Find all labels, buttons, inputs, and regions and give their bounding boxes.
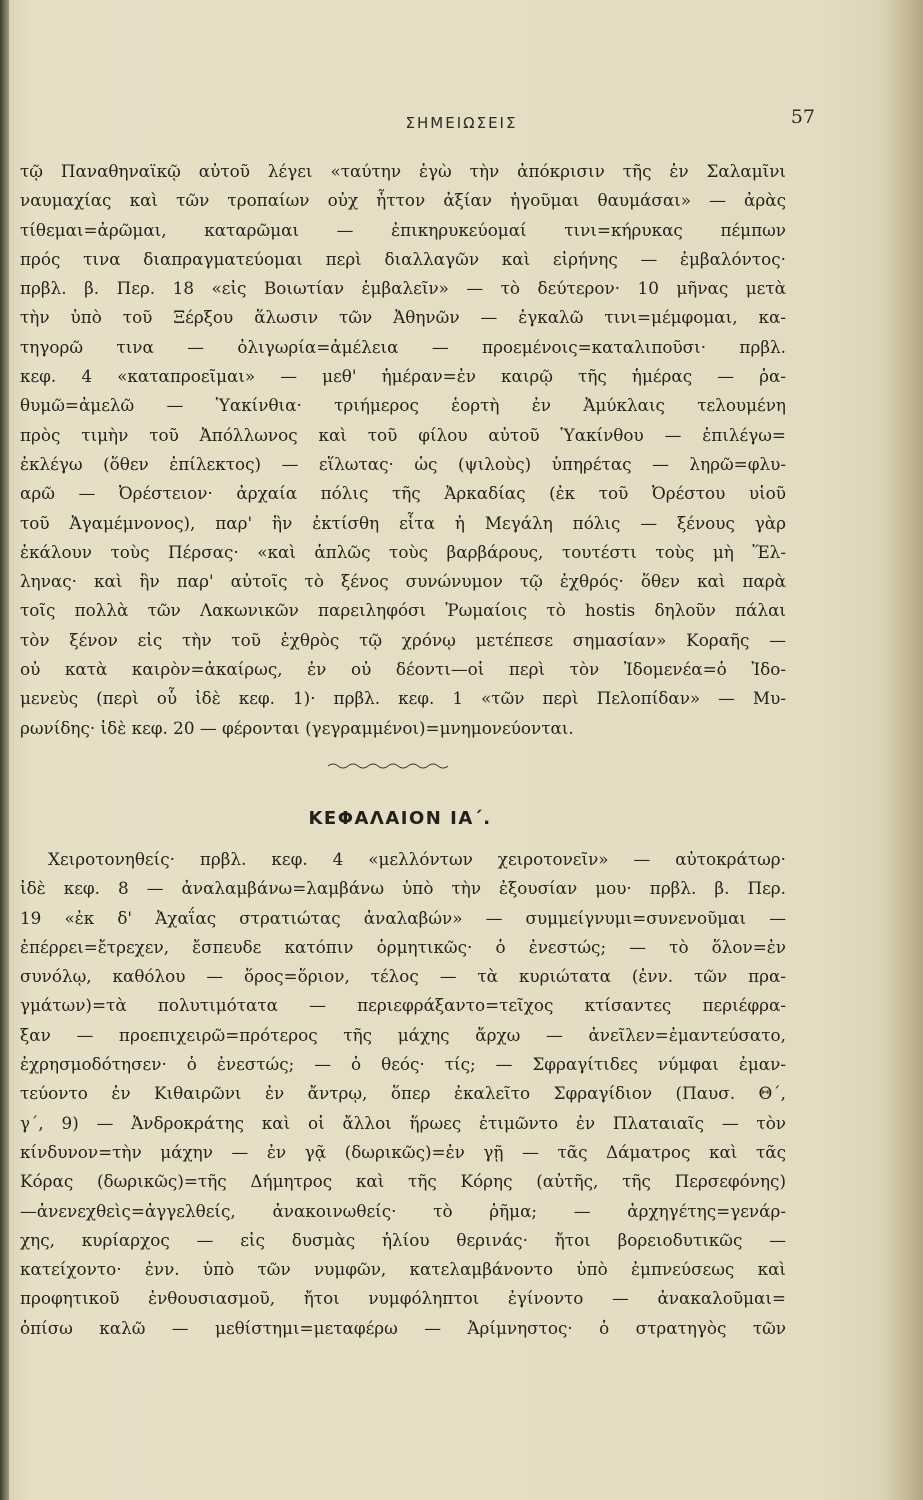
text-line: Χειροτονηθείς· πρβλ. κεφ. 4 «μελλόντων χειροτονεῖν» — αὐτοκράτωρ· xyxy=(48,849,786,869)
text-line: τοῖς πολλὰ τῶν Λακωνικῶν παρειληφόσι Ῥωμαίοις τὸ hostis δηλοῦν πάλαι xyxy=(20,600,786,621)
text-line: αρῶ — Ὀρέστειον· ἀρχαία πόλις τῆς Ἀρκαδίας (ἐκ τοῦ Ὀρέστου υἱοῦ xyxy=(20,483,786,504)
page-number: 57 xyxy=(790,106,815,128)
wavy-divider xyxy=(328,760,448,772)
text-line: —ἀνενεχθεὶς=ἀγγελθείς, ἀνακοινωθείς· τὸ ῥῆμα; — ἀρχηγέτης=γενάρ- xyxy=(20,1200,786,1221)
text-line: ἰδὲ κεφ. 8 — ἀναλαμβάνω=λαμβάνω ὑπὸ τὴν ἐξουσίαν μου· πρβλ. β. Περ. xyxy=(20,878,786,899)
text-line: ἐπέρρει=ἔτρεχεν, ἔσπευδε κατόπιν ὁρμητικῶς· ὁ ἐνεστώς; — τὸ ὅλον=ἐν xyxy=(20,936,786,957)
notes-paragraph-2 xyxy=(20,845,786,1343)
text-line: μενεὺς (περὶ οὗ ἰδὲ κεφ. 1)· πρβλ. κεφ. 1 «τῶν περὶ Πελοπίδαν» — Μυ- xyxy=(20,688,786,709)
text-line: πρβλ. β. Περ. 18 «εἰς Βοιωτίαν ἐμβαλεῖν» — τὸ δεύτερον· 10 μῆνας μετὰ xyxy=(20,278,786,299)
text-line: ρωνίδης· ἰδὲ κεφ. 20 — φέρονται (γεγραμμένοι)=μνημονεύονται. xyxy=(20,717,574,738)
text-line: 19 «ἐκ δ' Ἀχαΐας στρατιώτας ἀναλαβών» — συμμείγνυμι=συνενοῦμαι — xyxy=(20,907,786,928)
text-line: Κόρας (δωρικῶς)=τῆς Δήμητρος καὶ τῆς Κόρης (αὐτῆς, τῆς Περσεφόνης) xyxy=(20,1171,786,1192)
text-line: οὐ κατὰ καιρὸν=ἀκαίρως, ἐν οὐ δέοντι—οἱ περὶ τὸν Ἰδομενέα=ὁ Ἰδο- xyxy=(20,659,786,680)
text-line: τηγορῶ τινα — ὀλιγωρία=ἀμέλεια — προεμένοις=καταλιποῦσι· πρβλ. xyxy=(20,336,786,357)
running-head: ΣΗΜΕΙΩΣΕΙΣ xyxy=(405,114,518,132)
text-line: γ΄, 9) — Ἀνδροκράτης καὶ οἱ ἄλλοι ἥρωες ἐτιμῶντο ἐν Πλαταιαῖς — τὸν xyxy=(20,1112,786,1133)
notes-paragraph-1 xyxy=(20,157,786,743)
text-line: θυμῶ=ἀμελῶ — Ὑακίνθια· τριήμερος ἑορτὴ ἐν Ἀμύκλαις τελουμένη xyxy=(20,395,786,416)
text-line: γμάτων)=τὰ πολυτιμότατα — περιεφράξαντο=τεῖχος κτίσαντες περιέφρα- xyxy=(20,995,786,1016)
text-line: συνόλῳ, καθόλου — ὅρος=ὅριον, τέλος — τὰ κυριώτατα (ἐνν. τῶν πρα- xyxy=(20,966,786,987)
text-line: ἐκλέγω (ὅθεν ἐπίλεκτος) — εἵλωτας· ὡς (ψιλοὺς) ὑπηρέτας — ληρῶ=φλυ- xyxy=(20,453,786,474)
text-line: πρὸς τιμὴν τοῦ Ἀπόλλωνος καὶ τοῦ φίλου αὐτοῦ Ὑακίνθου — ἐπιλέγω= xyxy=(20,424,786,445)
text-line: προφητικοῦ ἐνθουσιασμοῦ, ἤτοι νυμφόληπτοι ἐγίνοντο — ἀνακαλοῦμαι= xyxy=(20,1288,786,1309)
text-line: τεύοντο ἐν Κιθαιρῶνι ἐν ἄντρῳ, ὅπερ ἐκαλεῖτο Σφραγίδιον (Παυσ. Θ΄, xyxy=(20,1083,786,1104)
text-line: κατείχοντο· ἐνν. ὑπὸ τῶν νυμφῶν, κατελαμβάνοντο ὑπὸ ἐμπνεύσεως καὶ xyxy=(20,1259,786,1280)
text-line: τὸν ξένον εἰς τὴν τοῦ ἐχθρὸς τῷ χρόνῳ μετέπεσε σημασίαν» Κοραῆς — xyxy=(20,629,786,650)
text-line: τοῦ Ἀγαμέμνονος), παρ' ἣν ἐκτίσθη εἶτα ἡ Μεγάλη πόλις — ξένους γὰρ xyxy=(20,512,786,533)
text-line: κίνδυνον=τὴν μάχην — ἐν γᾷ (δωρικῶς)=ἐν γῇ — τᾶς Δάματρος καὶ τᾶς xyxy=(20,1141,786,1162)
text-line: χης, κυρίαρχος — εἰς δυσμὰς ἡλίου θερινάς· ἤτοι βορειοδυτικῶς — xyxy=(20,1229,786,1250)
chapter-heading: ΚΕΦΑΛΑΙΟΝ ΙΑ΄. xyxy=(308,808,492,829)
text-line: τίθεμαι=ἀρῶμαι, καταρῶμαι — ἐπικηρυκεύομαί τινι=κήρυκας πέμπων xyxy=(20,219,786,240)
text-line: τὴν ὑπὸ τοῦ Ξέρξου ἅλωσιν τῶν Ἀθηνῶν — ἐγκαλῶ τινι=μέμφομαι, κα- xyxy=(20,307,786,328)
text-line: ναυμαχίας καὶ τῶν τροπαίων οὐχ ἧττον ἀξίαν ἡγοῦμαι θαυμάσαι» — ἀρὰς xyxy=(20,190,786,211)
text-line: ἐκάλουν τοὺς Πέρσας· «καὶ ἁπλῶς τοὺς βαρβάρους, τουτέστι τοὺς μὴ Ἕλ- xyxy=(20,541,786,562)
text-line: ξαν — προεπιχειρῶ=πρότερος τῆς μάχης ἄρχω — ἀνεῖλεν=ἐμαντεύσατο, xyxy=(20,1024,786,1045)
text-line: ἐχρησμοδότησεν· ὁ ἐνεστώς; — ὁ θεός· τίς; — Σφραγίτιδες νύμφαι ἐμαν- xyxy=(20,1054,786,1075)
book-spine-edge xyxy=(0,0,9,1500)
text-line: τῷ Παναθηναϊκῷ αὐτοῦ λέγει «ταύτην ἐγὼ τὴν ἀπόκρισιν τῆς ἐν Σαλαμῖνι xyxy=(20,161,786,181)
text-line: κεφ. 4 «καταπροεῖμαι» — μεθ' ἡμέραν=ἐν καιρῷ τῆς ἡμέρας — ῥα- xyxy=(20,366,786,387)
text-line: ληνας· καὶ ἣν παρ' αὐτοῖς τὸ ξένος συνώνυμον τῷ ἐχθρός· ὅθεν καὶ παρὰ xyxy=(20,571,786,592)
text-line: ὀπίσω καλῶ — μεθίστημι=μεταφέρω — Ἀρίμνηστος· ὁ στρατηγὸς τῶν xyxy=(20,1317,786,1338)
text-line: πρός τινα διαπραγματεύομαι περὶ διαλλαγῶν καὶ εἰρήνης — ἐμβαλόντος· xyxy=(20,248,786,269)
